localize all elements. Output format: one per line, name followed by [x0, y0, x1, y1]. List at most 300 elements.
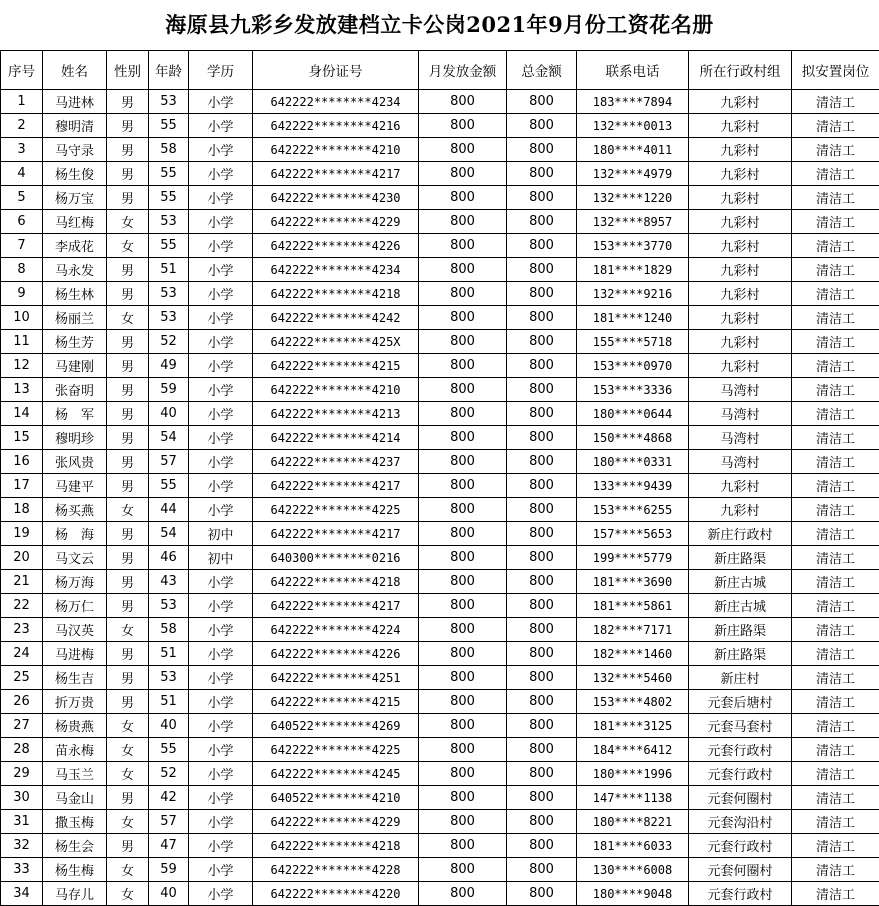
cell-seq: 33	[1, 858, 43, 882]
cell-phone: 147****1138	[577, 786, 689, 810]
cell-name: 杨买燕	[43, 498, 107, 522]
cell-id-number: 642222********4217	[253, 474, 419, 498]
cell-age: 49	[149, 354, 189, 378]
cell-phone: 132****5460	[577, 666, 689, 690]
cell-seq: 29	[1, 762, 43, 786]
cell-seq: 1	[1, 90, 43, 114]
cell-gender: 男	[107, 522, 149, 546]
cell-phone: 180****9048	[577, 882, 689, 906]
cell-id-number: 642222********4215	[253, 690, 419, 714]
cell-monthly-amount: 800	[419, 90, 507, 114]
cell-seq: 27	[1, 714, 43, 738]
cell-seq: 22	[1, 594, 43, 618]
cell-seq: 31	[1, 810, 43, 834]
cell-name: 杨生俊	[43, 162, 107, 186]
cell-village: 九彩村	[689, 306, 792, 330]
cell-phone: 130****6008	[577, 858, 689, 882]
cell-age: 54	[149, 522, 189, 546]
cell-monthly-amount: 800	[419, 594, 507, 618]
cell-id-number: 640522********4269	[253, 714, 419, 738]
cell-name: 马存儿	[43, 882, 107, 906]
cell-monthly-amount: 800	[419, 762, 507, 786]
cell-total-amount: 800	[507, 762, 577, 786]
cell-age: 55	[149, 114, 189, 138]
table-row	[1, 618, 879, 642]
cell-name: 张风贵	[43, 450, 107, 474]
cell-village: 马湾村	[689, 402, 792, 426]
cell-phone: 132****9216	[577, 282, 689, 306]
cell-gender: 男	[107, 90, 149, 114]
cell-total-amount: 800	[507, 114, 577, 138]
cell-total-amount: 800	[507, 642, 577, 666]
cell-education: 小学	[189, 162, 253, 186]
cell-education: 小学	[189, 90, 253, 114]
cell-age: 59	[149, 378, 189, 402]
cell-phone: 180****0331	[577, 450, 689, 474]
table-row	[1, 594, 879, 618]
cell-position: 清洁工	[792, 882, 879, 906]
cell-monthly-amount: 800	[419, 330, 507, 354]
cell-phone: 181****6033	[577, 834, 689, 858]
cell-monthly-amount: 800	[419, 474, 507, 498]
cell-id-number: 642222********4225	[253, 738, 419, 762]
cell-name: 马永发	[43, 258, 107, 282]
cell-position: 清洁工	[792, 258, 879, 282]
cell-id-number: 642222********4228	[253, 858, 419, 882]
cell-age: 55	[149, 474, 189, 498]
cell-seq: 13	[1, 378, 43, 402]
cell-gender: 男	[107, 834, 149, 858]
cell-seq: 9	[1, 282, 43, 306]
table-row	[1, 114, 879, 138]
cell-education: 小学	[189, 690, 253, 714]
cell-seq: 25	[1, 666, 43, 690]
cell-position: 清洁工	[792, 498, 879, 522]
cell-position: 清洁工	[792, 666, 879, 690]
table-row	[1, 138, 879, 162]
cell-total-amount: 800	[507, 162, 577, 186]
cell-village: 九彩村	[689, 138, 792, 162]
cell-total-amount: 800	[507, 738, 577, 762]
cell-village: 新庄村	[689, 666, 792, 690]
column-header-id-number: 身份证号	[253, 51, 419, 90]
cell-total-amount: 800	[507, 498, 577, 522]
table-row	[1, 882, 879, 906]
cell-monthly-amount: 800	[419, 282, 507, 306]
cell-id-number: 642222********4217	[253, 594, 419, 618]
cell-education: 小学	[189, 258, 253, 282]
cell-age: 40	[149, 714, 189, 738]
cell-age: 57	[149, 810, 189, 834]
cell-total-amount: 800	[507, 714, 577, 738]
table-row	[1, 810, 879, 834]
cell-monthly-amount: 800	[419, 810, 507, 834]
cell-total-amount: 800	[507, 858, 577, 882]
cell-position: 清洁工	[792, 786, 879, 810]
cell-id-number: 642222********4229	[253, 810, 419, 834]
cell-seq: 11	[1, 330, 43, 354]
cell-education: 小学	[189, 714, 253, 738]
cell-total-amount: 800	[507, 618, 577, 642]
cell-village: 新庄路渠	[689, 642, 792, 666]
cell-seq: 17	[1, 474, 43, 498]
cell-total-amount: 800	[507, 258, 577, 282]
cell-name: 杨生芳	[43, 330, 107, 354]
cell-monthly-amount: 800	[419, 402, 507, 426]
cell-seq: 21	[1, 570, 43, 594]
cell-village: 元套行政村	[689, 738, 792, 762]
cell-phone: 181****3125	[577, 714, 689, 738]
cell-gender: 男	[107, 666, 149, 690]
cell-gender: 男	[107, 114, 149, 138]
table-row	[1, 642, 879, 666]
cell-village: 九彩村	[689, 354, 792, 378]
cell-name: 马建刚	[43, 354, 107, 378]
cell-village: 马湾村	[689, 426, 792, 450]
table-row	[1, 186, 879, 210]
cell-phone: 132****0013	[577, 114, 689, 138]
cell-position: 清洁工	[792, 858, 879, 882]
cell-education: 小学	[189, 666, 253, 690]
table-row	[1, 306, 879, 330]
cell-phone: 183****7894	[577, 90, 689, 114]
cell-age: 53	[149, 210, 189, 234]
cell-age: 40	[149, 882, 189, 906]
cell-education: 小学	[189, 882, 253, 906]
cell-id-number: 642222********4251	[253, 666, 419, 690]
cell-age: 47	[149, 834, 189, 858]
cell-monthly-amount: 800	[419, 138, 507, 162]
cell-gender: 男	[107, 594, 149, 618]
cell-village: 九彩村	[689, 162, 792, 186]
table-row	[1, 258, 879, 282]
cell-name: 杨 军	[43, 402, 107, 426]
cell-age: 46	[149, 546, 189, 570]
cell-phone: 157****5653	[577, 522, 689, 546]
cell-name: 杨丽兰	[43, 306, 107, 330]
cell-monthly-amount: 800	[419, 258, 507, 282]
cell-name: 马金山	[43, 786, 107, 810]
table-header-row	[1, 51, 879, 90]
cell-education: 小学	[189, 402, 253, 426]
cell-monthly-amount: 800	[419, 306, 507, 330]
cell-position: 清洁工	[792, 546, 879, 570]
table-row	[1, 786, 879, 810]
cell-name: 马玉兰	[43, 762, 107, 786]
cell-gender: 男	[107, 690, 149, 714]
cell-name: 杨生梅	[43, 858, 107, 882]
cell-gender: 男	[107, 402, 149, 426]
cell-seq: 7	[1, 234, 43, 258]
cell-education: 小学	[189, 330, 253, 354]
table-body	[1, 90, 879, 906]
cell-monthly-amount: 800	[419, 834, 507, 858]
cell-village: 马湾村	[689, 450, 792, 474]
table-row	[1, 402, 879, 426]
cell-seq: 18	[1, 498, 43, 522]
cell-name: 折万贵	[43, 690, 107, 714]
cell-monthly-amount: 800	[419, 114, 507, 138]
cell-phone: 155****5718	[577, 330, 689, 354]
cell-phone: 199****5779	[577, 546, 689, 570]
table-row	[1, 234, 879, 258]
cell-position: 清洁工	[792, 474, 879, 498]
cell-position: 清洁工	[792, 810, 879, 834]
cell-name: 马红梅	[43, 210, 107, 234]
cell-gender: 女	[107, 618, 149, 642]
cell-age: 40	[149, 402, 189, 426]
cell-education: 小学	[189, 642, 253, 666]
cell-education: 小学	[189, 786, 253, 810]
cell-monthly-amount: 800	[419, 738, 507, 762]
cell-phone: 181****1829	[577, 258, 689, 282]
cell-village: 元套马套村	[689, 714, 792, 738]
cell-seq: 20	[1, 546, 43, 570]
cell-village: 元套何圈村	[689, 858, 792, 882]
table-row	[1, 90, 879, 114]
cell-village: 元套行政村	[689, 882, 792, 906]
table-row	[1, 474, 879, 498]
cell-phone: 181****1240	[577, 306, 689, 330]
cell-gender: 女	[107, 858, 149, 882]
cell-village: 九彩村	[689, 210, 792, 234]
cell-village: 元套后塘村	[689, 690, 792, 714]
cell-id-number: 642222********4213	[253, 402, 419, 426]
cell-seq: 10	[1, 306, 43, 330]
cell-age: 55	[149, 162, 189, 186]
cell-village: 元套沟沿村	[689, 810, 792, 834]
cell-name: 杨万海	[43, 570, 107, 594]
cell-name: 李成花	[43, 234, 107, 258]
table-row	[1, 498, 879, 522]
cell-total-amount: 800	[507, 330, 577, 354]
cell-monthly-amount: 800	[419, 498, 507, 522]
cell-id-number: 642222********4218	[253, 834, 419, 858]
cell-gender: 女	[107, 714, 149, 738]
cell-id-number: 642222********4229	[253, 210, 419, 234]
cell-gender: 男	[107, 474, 149, 498]
cell-seq: 24	[1, 642, 43, 666]
cell-gender: 男	[107, 426, 149, 450]
cell-education: 小学	[189, 474, 253, 498]
table-row	[1, 714, 879, 738]
cell-name: 杨生林	[43, 282, 107, 306]
cell-age: 54	[149, 426, 189, 450]
cell-position: 清洁工	[792, 618, 879, 642]
cell-position: 清洁工	[792, 450, 879, 474]
cell-id-number: 642222********4230	[253, 186, 419, 210]
cell-monthly-amount: 800	[419, 210, 507, 234]
cell-gender: 女	[107, 810, 149, 834]
cell-age: 53	[149, 594, 189, 618]
cell-gender: 女	[107, 738, 149, 762]
cell-position: 清洁工	[792, 306, 879, 330]
cell-village: 新庄路渠	[689, 546, 792, 570]
cell-position: 清洁工	[792, 642, 879, 666]
cell-name: 马守录	[43, 138, 107, 162]
cell-id-number: 642222********4217	[253, 522, 419, 546]
cell-position: 清洁工	[792, 594, 879, 618]
table-row	[1, 834, 879, 858]
cell-age: 53	[149, 666, 189, 690]
cell-age: 53	[149, 90, 189, 114]
cell-age: 59	[149, 858, 189, 882]
cell-total-amount: 800	[507, 594, 577, 618]
cell-education: 小学	[189, 498, 253, 522]
cell-education: 小学	[189, 138, 253, 162]
cell-name: 杨万仁	[43, 594, 107, 618]
cell-village: 九彩村	[689, 498, 792, 522]
cell-monthly-amount: 800	[419, 858, 507, 882]
cell-age: 44	[149, 498, 189, 522]
cell-name: 马建平	[43, 474, 107, 498]
cell-total-amount: 800	[507, 210, 577, 234]
cell-position: 清洁工	[792, 354, 879, 378]
cell-age: 52	[149, 762, 189, 786]
cell-seq: 5	[1, 186, 43, 210]
cell-name: 马文云	[43, 546, 107, 570]
cell-education: 小学	[189, 306, 253, 330]
cell-phone: 150****4868	[577, 426, 689, 450]
cell-monthly-amount: 800	[419, 546, 507, 570]
column-header-name: 姓名	[43, 51, 107, 90]
cell-gender: 女	[107, 234, 149, 258]
cell-age: 55	[149, 186, 189, 210]
cell-total-amount: 800	[507, 306, 577, 330]
column-header-monthly-amount: 月发放金额	[419, 51, 507, 90]
cell-monthly-amount: 800	[419, 450, 507, 474]
cell-id-number: 642222********425X	[253, 330, 419, 354]
cell-seq: 26	[1, 690, 43, 714]
cell-phone: 182****1460	[577, 642, 689, 666]
cell-village: 新庄古城	[689, 570, 792, 594]
cell-id-number: 642222********4226	[253, 234, 419, 258]
cell-gender: 男	[107, 546, 149, 570]
cell-phone: 180****0644	[577, 402, 689, 426]
column-header-age: 年龄	[149, 51, 189, 90]
cell-age: 51	[149, 690, 189, 714]
cell-education: 小学	[189, 210, 253, 234]
cell-position: 清洁工	[792, 234, 879, 258]
cell-education: 小学	[189, 834, 253, 858]
cell-education: 小学	[189, 186, 253, 210]
cell-age: 58	[149, 618, 189, 642]
column-header-village: 所在行政村组	[689, 51, 792, 90]
table-row	[1, 546, 879, 570]
cell-education: 小学	[189, 762, 253, 786]
cell-name: 杨 海	[43, 522, 107, 546]
cell-monthly-amount: 800	[419, 690, 507, 714]
cell-position: 清洁工	[792, 738, 879, 762]
column-header-phone: 联系电话	[577, 51, 689, 90]
cell-village: 新庄行政村	[689, 522, 792, 546]
cell-id-number: 642222********4216	[253, 114, 419, 138]
cell-id-number: 642222********4220	[253, 882, 419, 906]
cell-phone: 153****0970	[577, 354, 689, 378]
column-header-position: 拟安置岗位	[792, 51, 879, 90]
cell-total-amount: 800	[507, 546, 577, 570]
cell-phone: 153****3770	[577, 234, 689, 258]
cell-seq: 3	[1, 138, 43, 162]
cell-village: 九彩村	[689, 186, 792, 210]
cell-total-amount: 800	[507, 570, 577, 594]
cell-name: 张奋明	[43, 378, 107, 402]
cell-id-number: 642222********4225	[253, 498, 419, 522]
cell-phone: 180****4011	[577, 138, 689, 162]
cell-age: 53	[149, 282, 189, 306]
cell-position: 清洁工	[792, 138, 879, 162]
table-row	[1, 354, 879, 378]
cell-education: 小学	[189, 738, 253, 762]
cell-seq: 19	[1, 522, 43, 546]
cell-name: 马进梅	[43, 642, 107, 666]
cell-education: 小学	[189, 378, 253, 402]
cell-total-amount: 800	[507, 882, 577, 906]
table-row	[1, 450, 879, 474]
cell-name: 杨生吉	[43, 666, 107, 690]
cell-monthly-amount: 800	[419, 618, 507, 642]
cell-village: 九彩村	[689, 234, 792, 258]
cell-name: 马汉英	[43, 618, 107, 642]
cell-name: 杨生会	[43, 834, 107, 858]
cell-education: 小学	[189, 858, 253, 882]
cell-total-amount: 800	[507, 354, 577, 378]
cell-education: 初中	[189, 546, 253, 570]
cell-position: 清洁工	[792, 186, 879, 210]
cell-monthly-amount: 800	[419, 354, 507, 378]
cell-seq: 16	[1, 450, 43, 474]
cell-total-amount: 800	[507, 402, 577, 426]
table-row	[1, 762, 879, 786]
cell-monthly-amount: 800	[419, 786, 507, 810]
cell-id-number: 642222********4218	[253, 570, 419, 594]
cell-education: 小学	[189, 594, 253, 618]
cell-monthly-amount: 800	[419, 642, 507, 666]
cell-gender: 男	[107, 570, 149, 594]
cell-phone: 153****6255	[577, 498, 689, 522]
cell-total-amount: 800	[507, 234, 577, 258]
cell-phone: 182****7171	[577, 618, 689, 642]
cell-id-number: 642222********4224	[253, 618, 419, 642]
cell-gender: 男	[107, 162, 149, 186]
column-header-total-amount: 总金额	[507, 51, 577, 90]
table-row	[1, 330, 879, 354]
cell-total-amount: 800	[507, 522, 577, 546]
cell-phone: 181****5861	[577, 594, 689, 618]
cell-phone: 181****3690	[577, 570, 689, 594]
cell-position: 清洁工	[792, 210, 879, 234]
cell-id-number: 642222********4218	[253, 282, 419, 306]
cell-id-number: 642222********4234	[253, 258, 419, 282]
cell-village: 九彩村	[689, 330, 792, 354]
cell-id-number: 642222********4234	[253, 90, 419, 114]
cell-phone: 180****1996	[577, 762, 689, 786]
cell-age: 51	[149, 642, 189, 666]
table-row	[1, 690, 879, 714]
cell-total-amount: 800	[507, 810, 577, 834]
cell-gender: 男	[107, 642, 149, 666]
cell-total-amount: 800	[507, 786, 577, 810]
cell-phone: 133****9439	[577, 474, 689, 498]
cell-total-amount: 800	[507, 666, 577, 690]
cell-position: 清洁工	[792, 426, 879, 450]
cell-education: 小学	[189, 618, 253, 642]
cell-education: 小学	[189, 426, 253, 450]
cell-education: 小学	[189, 570, 253, 594]
cell-position: 清洁工	[792, 330, 879, 354]
cell-position: 清洁工	[792, 114, 879, 138]
cell-gender: 男	[107, 258, 149, 282]
